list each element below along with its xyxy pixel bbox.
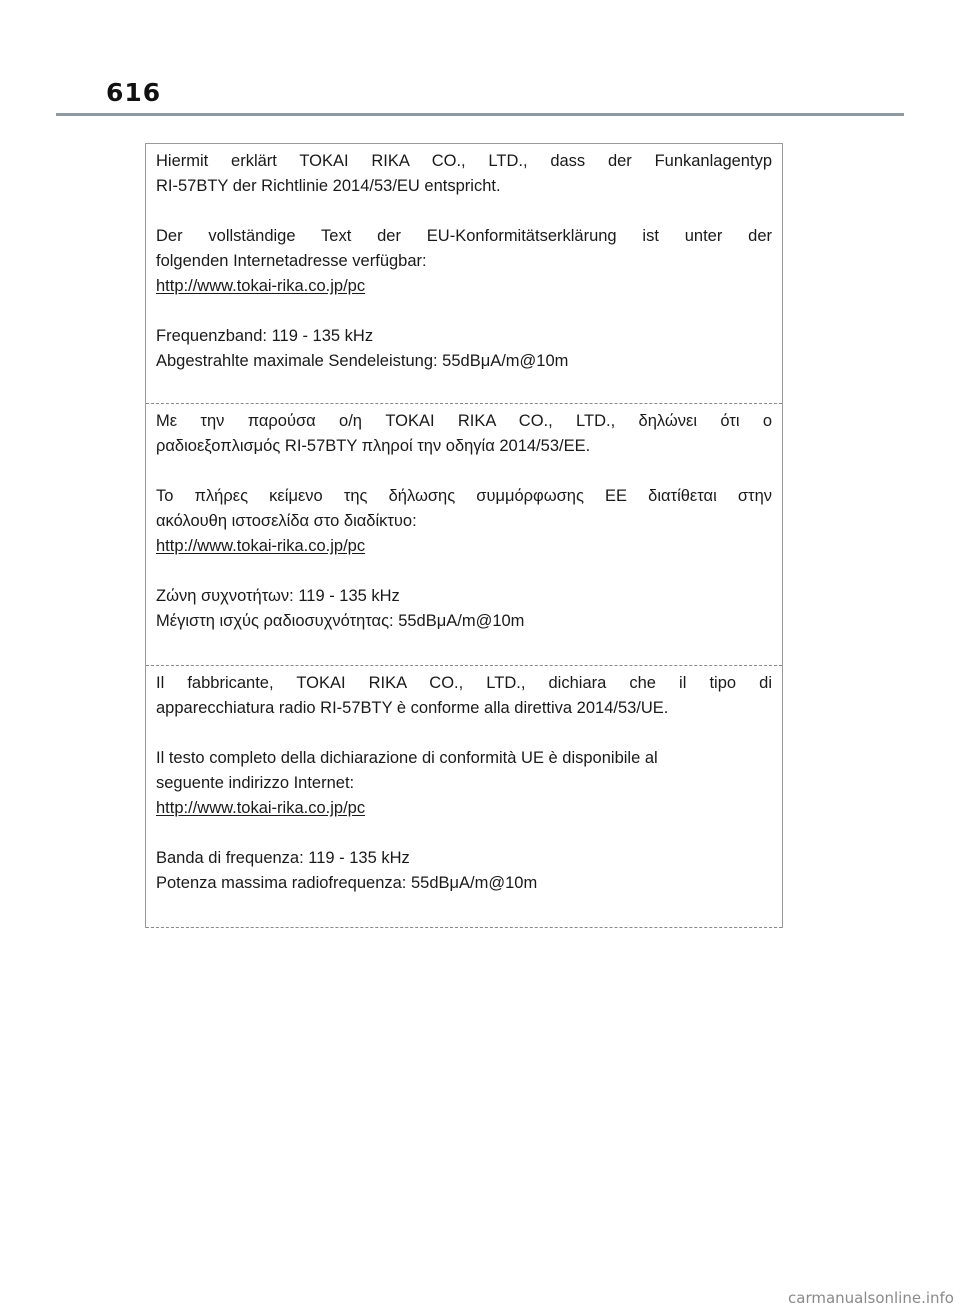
greek-text-line2: ακόλουθη ιστοσελίδα στο διαδίκτυο:	[156, 512, 417, 530]
greek-max-power: Μέγιστη ισχύς ραδιοσυχνότητας: 55dBμA/m@10m	[156, 612, 525, 630]
section-german	[146, 144, 782, 404]
german-text-line2: folgenden Internetadresse verfügbar:	[156, 252, 427, 270]
german-frequency-band: Frequenzband: 119 - 135 kHz	[156, 327, 374, 345]
german-declaration-line2: RI-57BTY der Richtlinie 2014/53/EU entspricht.	[156, 177, 501, 195]
italian-declaration-line2: apparecchiatura radio RI-57BTY è conforme alla direttiva 2014/53/UE.	[156, 699, 669, 717]
declaration-box	[145, 143, 783, 928]
greek-frequency-band: Ζώνη συχνοτήτων: 119 - 135 kHz	[156, 587, 400, 605]
watermark-text: carmanualsonline.info	[788, 1289, 954, 1307]
italian-url-link[interactable]: http://www.tokai-rika.co.jp/pc	[156, 799, 366, 817]
greek-declaration-line2: ραδιοεξοπλισμός RI-57BTY πληροί την οδηγία 2014/53/ΕΕ.	[156, 437, 591, 455]
german-max-power: Abgestrahlte maximale Sendeleistung: 55dBμA/m@10m	[156, 352, 569, 370]
german-declaration-line1: Hiermit erklärt TOKAI RIKA CO., LTD., dass der Funkanlagentyp	[156, 152, 772, 170]
german-text-line1: Der vollständige Text der EU-Konformitätserklärung ist unter der	[156, 227, 772, 245]
greek-url-link[interactable]: http://www.tokai-rika.co.jp/pc	[156, 537, 366, 555]
greek-declaration-line1: Με την παρούσα ο/η TOKAI RIKA CO., LTD., δηλώνει ότι ο	[156, 412, 772, 430]
italian-declaration-line1: Il fabbricante, TOKAI RIKA CO., LTD., dichiara che il tipo di	[156, 674, 772, 692]
italian-text-line2: seguente indirizzo Internet:	[156, 774, 355, 792]
greek-text-line1: Το πλήρες κείμενο της δήλωσης συμμόρφωσης ΕΕ διατίθεται στην	[156, 487, 772, 505]
german-url-link[interactable]: http://www.tokai-rika.co.jp/pc	[156, 277, 366, 295]
section-italian	[146, 666, 782, 928]
italian-frequency-band: Banda di frequenza: 119 - 135 kHz	[156, 849, 410, 867]
section-greek	[146, 404, 782, 666]
header-divider	[56, 113, 904, 116]
page-number: 616	[106, 78, 162, 107]
italian-text-line1: Il testo completo della dichiarazione di conformità UE è disponibile al	[156, 749, 658, 767]
italian-max-power: Potenza massima radiofrequenza: 55dBμA/m@10m	[156, 874, 538, 892]
